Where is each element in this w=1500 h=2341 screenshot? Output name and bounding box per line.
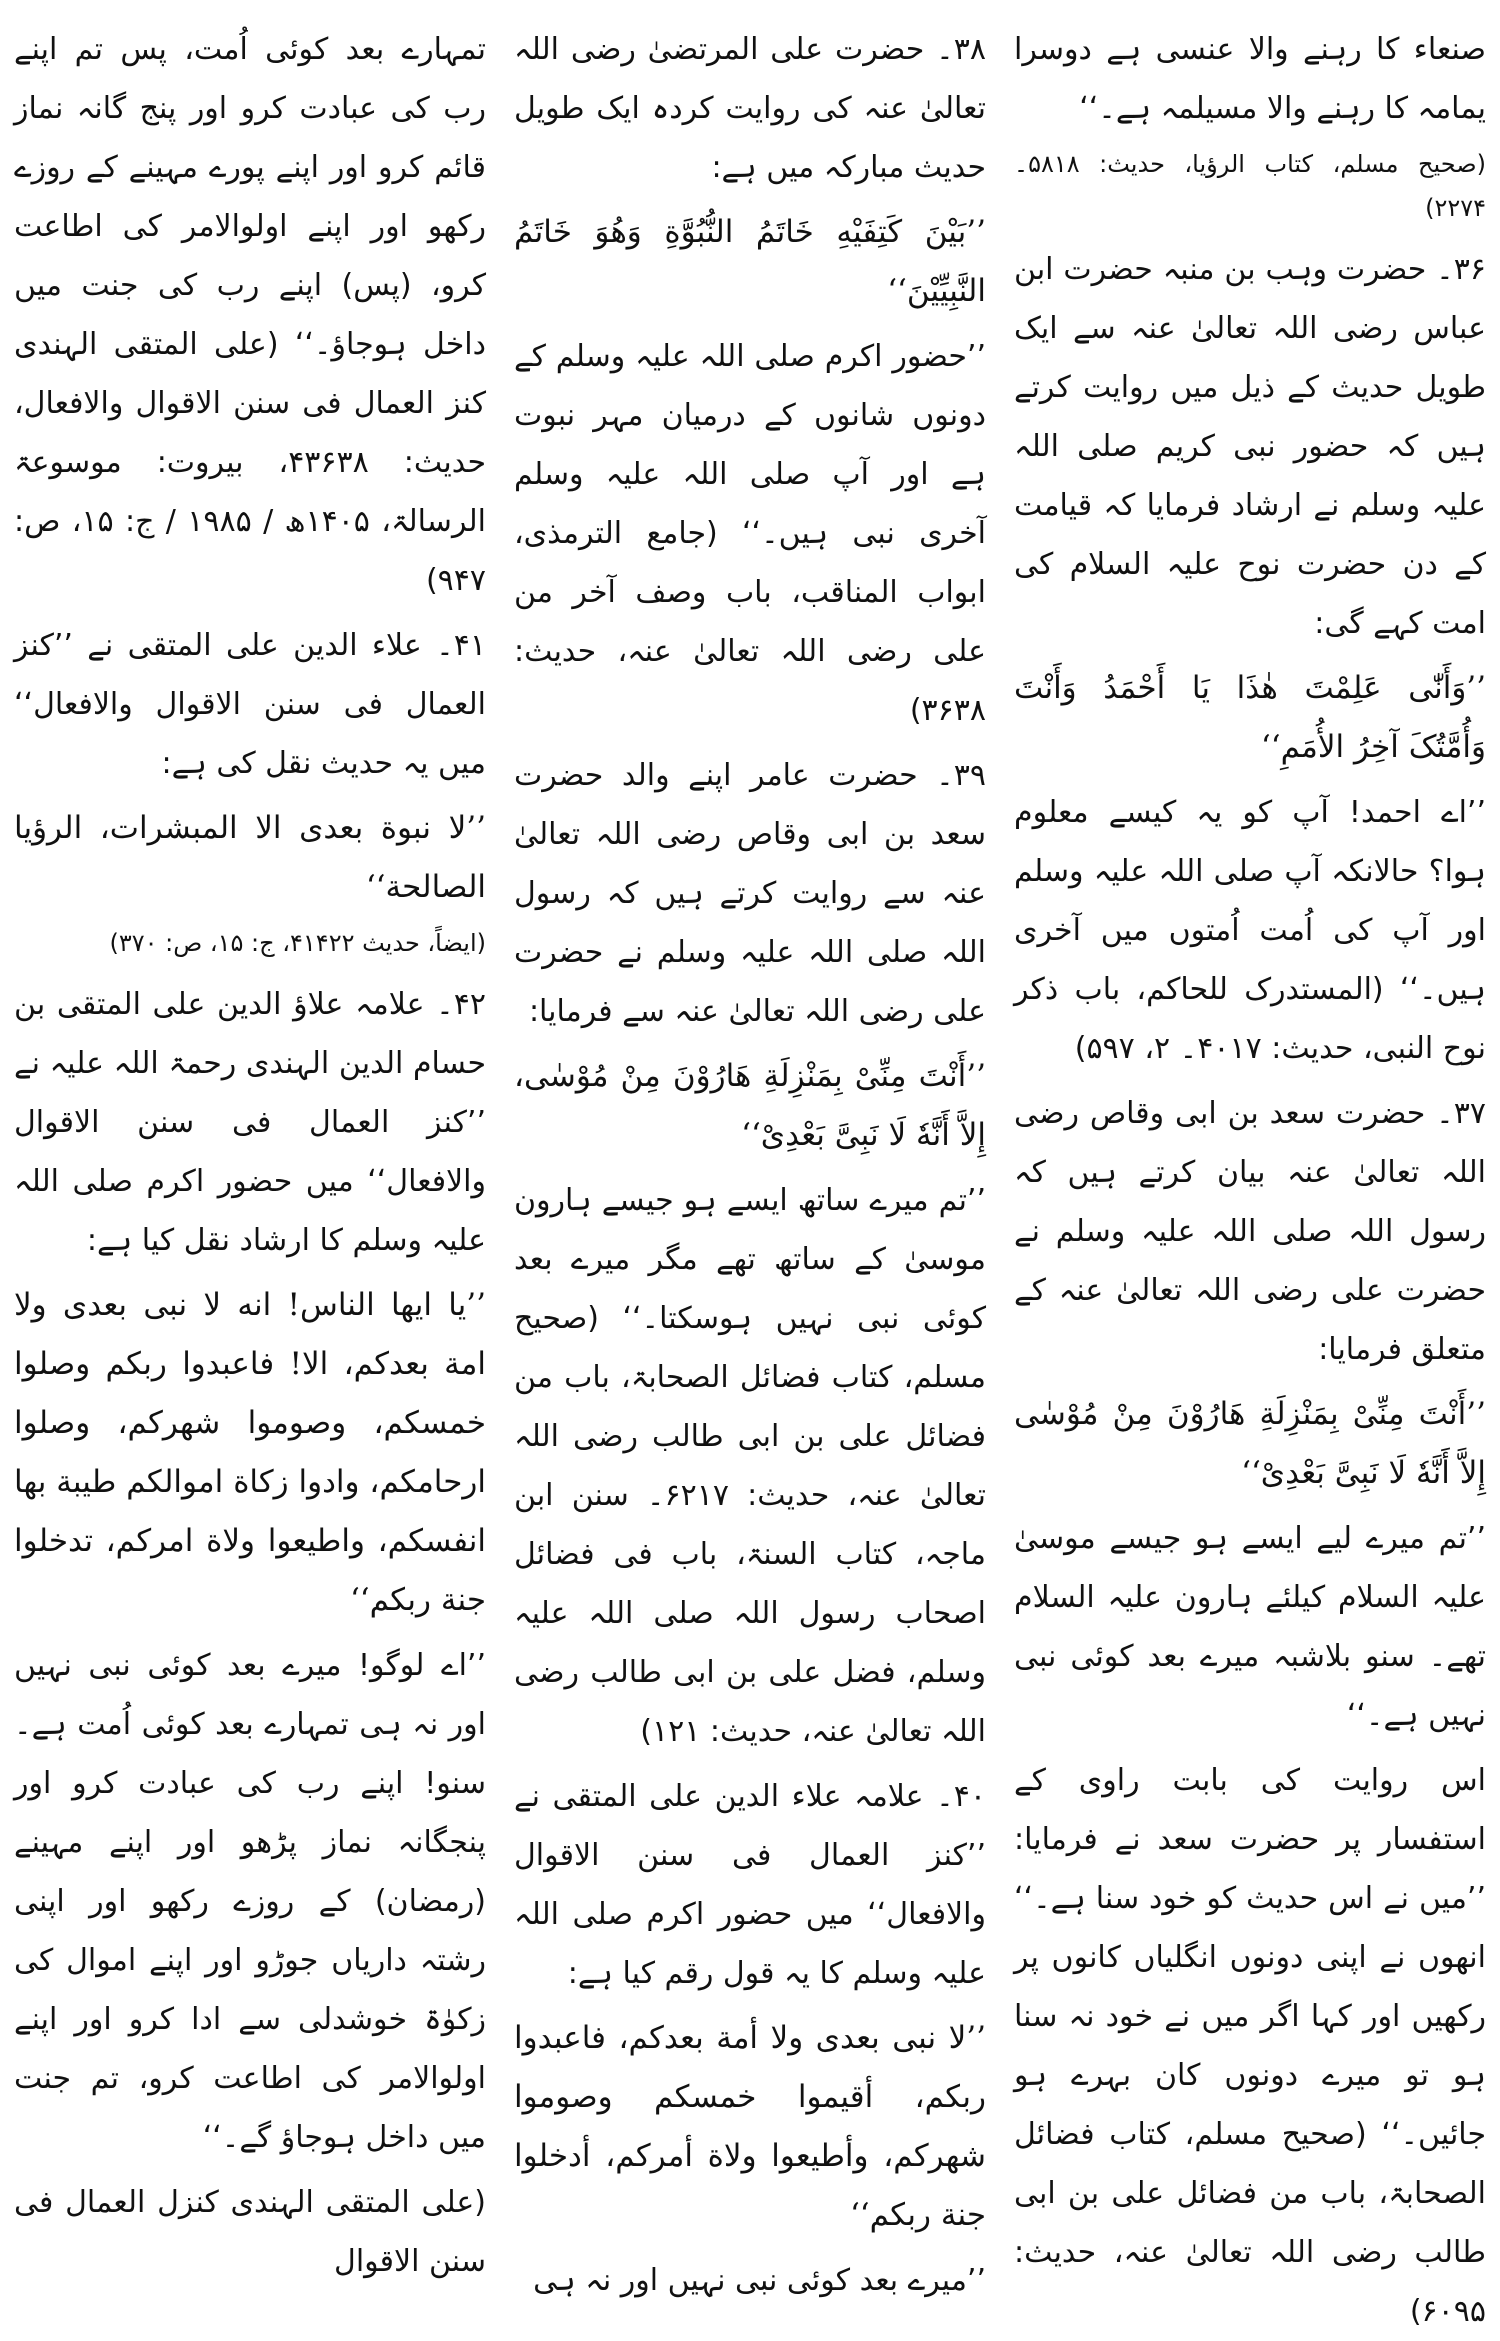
paragraph: ۳۷۔ حضرت سعد بن ابی وقاص رضی اللہ تعالیٰ عنہ بیان کرتے ہیں کہ رسول اللہ صلی اللہ علیہ وسلم نے حضرت علی رضی اللہ تعالیٰ عنہ کے متعلق فرمایا: xyxy=(1014,1096,1486,1367)
paragraph: ۳۸۔ حضرت علی المرتضیٰ رضی اللہ تعالیٰ عنہ کی روایت کردہ ایک طویل حدیث مبارکہ میں ہے: xyxy=(514,32,986,185)
arabic-quote: ’’أَنْتَ مِنِّیْ بِمَنْزِلَةِ هَارُوْنَ مِنْ مُوْسٰی، إِلاَّ أَنَّهٗ لَا نَبِیَّ بَعْدِیْ‘‘ xyxy=(514,1058,986,1153)
paragraph: ’’حضور اکرم صلی اللہ علیہ وسلم کے دونوں شانوں کے درمیان مہر نبوت ہے اور آپ صلی اللہ علیہ وسلم آخری نبی ہیں۔‘‘ (جامع الترمذی، ابواب المناقب، باب وصف آخر من علی رضی اللہ تعالیٰ عنہ، حدیث: ۳۶۳۸) xyxy=(514,339,986,728)
paragraph: ۳۹۔ حضرت عامر اپنے والد حضرت سعد بن ابی وقاص رضی اللہ تعالیٰ عنہ سے روایت کرتے ہیں کہ رسول اللہ صلی اللہ علیہ وسلم نے حضرت علی رضی اللہ تعالیٰ عنہ سے فرمایا: xyxy=(514,758,986,1029)
paragraph: ’’تم میرے لیے ایسے ہو جیسے موسیٰ علیہ السلام کیلئے ہارون علیہ السلام تھے۔ سنو بلاشبہ میرے بعد کوئی نبی نہیں ہے۔‘‘ xyxy=(1014,1521,1486,1733)
column-middle xyxy=(514,14,986,2298)
paragraph: صنعاء کا رہنے والا عنسی ہے دوسرا یمامہ کا رہنے والا مسیلمہ ہے۔‘‘ xyxy=(1014,32,1486,126)
paragraph: ’’تم میرے ساتھ ایسے ہو جیسے ہارون موسیٰ کے ساتھ تھے مگر میرے بعد کوئی نبی نہیں ہوسکتا۔‘‘ (صحیح مسلم، کتاب فضائل الصحابۃ، باب من فضائل علی بن ابی طالب رضی اللہ تعالیٰ عنہ، حدیث: ۶۲۱۷۔ سنن ابن ماجہ، کتاب السنۃ، باب فی فضائل اصحاب رسول اللہ صلی اللہ علیہ وسلم، فضل علی بن ابی طالب رضی اللہ تعالیٰ عنہ، حدیث: ۱۲۱) xyxy=(514,1183,986,1749)
paragraph: ’’اے احمد! آپ کو یہ کیسے معلوم ہوا؟ حالانکہ آپ صلی اللہ علیہ وسلم اور آپ کی اُمت اُمتوں میں آخری ہیں۔‘‘ (المستدرک للحاکم، باب ذکر نوح النبی، حدیث: ۴۰۱۷۔ ۲، ۵۹۷) xyxy=(1014,795,1486,1066)
arabic-quote: ’’يا ايها الناس! انه لا نبی بعدی ولا امة بعدکم، الا! فاعبدوا ربکم وصلوا خمسکم، وصوموا شهرکم، وصلوا ارحامکم، وادوا زکاة اموالکم طيبة بها انفسکم، واطيعوا ولاة امرکم، تدخلوا جنة ربکم‘‘ xyxy=(14,1287,486,1618)
paragraph: (علی المتقی الہندی کنزل العمال فی سنن الاقوال xyxy=(14,2185,486,2279)
arabic-quote: ’’بَيْنَ كَتِفَيْهِ خَاتَمُ النُّبُوَّةِ وَهُوَ خَاتَمُ النَّبِيِّيْنَ‘‘ xyxy=(514,214,986,309)
arabic-quote: ’’لا نبوة بعدی الا المبشرات، الرؤيا الصالحة‘‘ xyxy=(14,810,486,905)
paragraph: تمہارے بعد کوئی اُمت، پس تم اپنے رب کی عبادت کرو اور پنج گانہ نماز قائم کرو اور اپنے پورے مہینے کے روزے رکھو اور اپنے اولوالامر کی اطاعت کرو، (پس) اپنے رب کی جنت میں داخل ہوجاؤ۔‘‘ (علی المتقی الہندی کنز العمال فی سنن الاقوال والافعال، حدیث: ۴۳۶۳۸، بیروت: موسوعۃ الرسالۃ، ۱۴۰۵ھ / ۱۹۸۵ / ج: ۱۵، ص: ۹۴۷) xyxy=(14,32,486,598)
paragraph: ۴۱۔ علاء الدین علی المتقی نے ’’کنز العمال فی سنن الاقوال والافعال‘‘ میں یہ حدیث نقل کی ہے: xyxy=(14,628,486,781)
paragraph: ’’اے لوگو! میرے بعد کوئی نبی نہیں اور نہ ہی تمہارے بعد کوئی اُمت ہے۔ سنو! اپنے رب کی عبادت کرو اور پنجگانہ نماز پڑھو اور اپنے مہینے (رمضان) کے روزے رکھو اور اپنی رشتہ داریاں جوڑو اور اپنے اموال کی زکوٰۃ خوشدلی سے ادا کرو اور اپنے اولوالامر کی اطاعت کرو، تم جنت میں داخل ہوجاؤ گے۔‘‘ xyxy=(14,1648,486,2155)
column-left xyxy=(14,14,486,2279)
paragraph: ۳۶۔ حضرت وہب بن منبہ حضرت ابن عباس رضی اللہ تعالیٰ عنہ سے ایک طویل حدیث کے ذیل میں روایت کرتے ہیں کہ حضور نبی کریم صلی اللہ علیہ وسلم نے ارشاد فرمایا کہ قیامت کے دن حضرت نوح علیہ السلام کی امت کہے گی: xyxy=(1014,252,1486,641)
book-page xyxy=(14,14,1486,2329)
citation: (ایضاً، حدیث ۴۱۴۲۲، ج: ۱۵، ص: ۳۷۰) xyxy=(109,929,486,957)
arabic-quote: ’’وَأَنّٰی عَلِمْتَ هٰذَا يَا أَحْمَدُ وَأَنْتَ وَأُمَّتُکَ آخِرُ الأُمَمِ‘‘ xyxy=(1014,670,1486,765)
paragraph: اس روایت کی بابت راوی کے استفسار پر حضرت سعد نے فرمایا: ’’میں نے اس حدیث کو خود سنا ہے۔‘‘ انھوں نے اپنی دونوں انگلیاں کانوں پر رکھیں اور کہا اگر میں نے خود نہ سنا ہو تو میرے دونوں کان بہرے ہو جائیں۔‘‘ (صحیح مسلم، کتاب فضائل الصحابۃ، باب من فضائل علی بن ابی طالب رضی اللہ تعالیٰ عنہ، حدیث: ۶۰۹۵) xyxy=(1014,1763,1486,2329)
paragraph: ’’میرے بعد کوئی نبی نہیں اور نہ ہی xyxy=(533,2263,986,2298)
arabic-quote: ’’أَنْتَ مِنِّیْ بِمَنْزِلَةِ هَارُوْنَ مِنْ مُوْسٰی إِلاَّ أَنَّهٗ لَا نَبِیَّ بَعْدِیْ‘‘ xyxy=(1014,1396,1486,1491)
citation: (صحیح مسلم، کتاب الرؤیا، حدیث: ۵۸۱۸۔ ۲۲۷۴) xyxy=(1014,150,1486,222)
arabic-quote: ’’لا نبی بعدی ولا أمة بعدکم، فاعبدوا ربکم، أقيموا خمسکم وصوموا شهرکم، وأطيعوا ولاة أمرکم، أدخلوا جنة ربکم‘‘ xyxy=(514,2020,986,2233)
paragraph: ۴۲۔ علامہ علاؤ الدین علی المتقی بن حسام الدین الہندی رحمۃ اللہ علیہ نے ’’کنز العمال فی سنن الاقوال والافعال‘‘ میں حضور اکرم صلی اللہ علیہ وسلم کا ارشاد نقل کیا ہے: xyxy=(14,987,486,1258)
paragraph: ۴۰۔ علامہ علاء الدین علی المتقی نے ’’کنز العمال فی سنن الاقوال والافعال‘‘ میں حضور اکرم صلی اللہ علیہ وسلم کا یہ قول رقم کیا ہے: xyxy=(514,1779,986,1991)
column-right xyxy=(1014,14,1486,2329)
